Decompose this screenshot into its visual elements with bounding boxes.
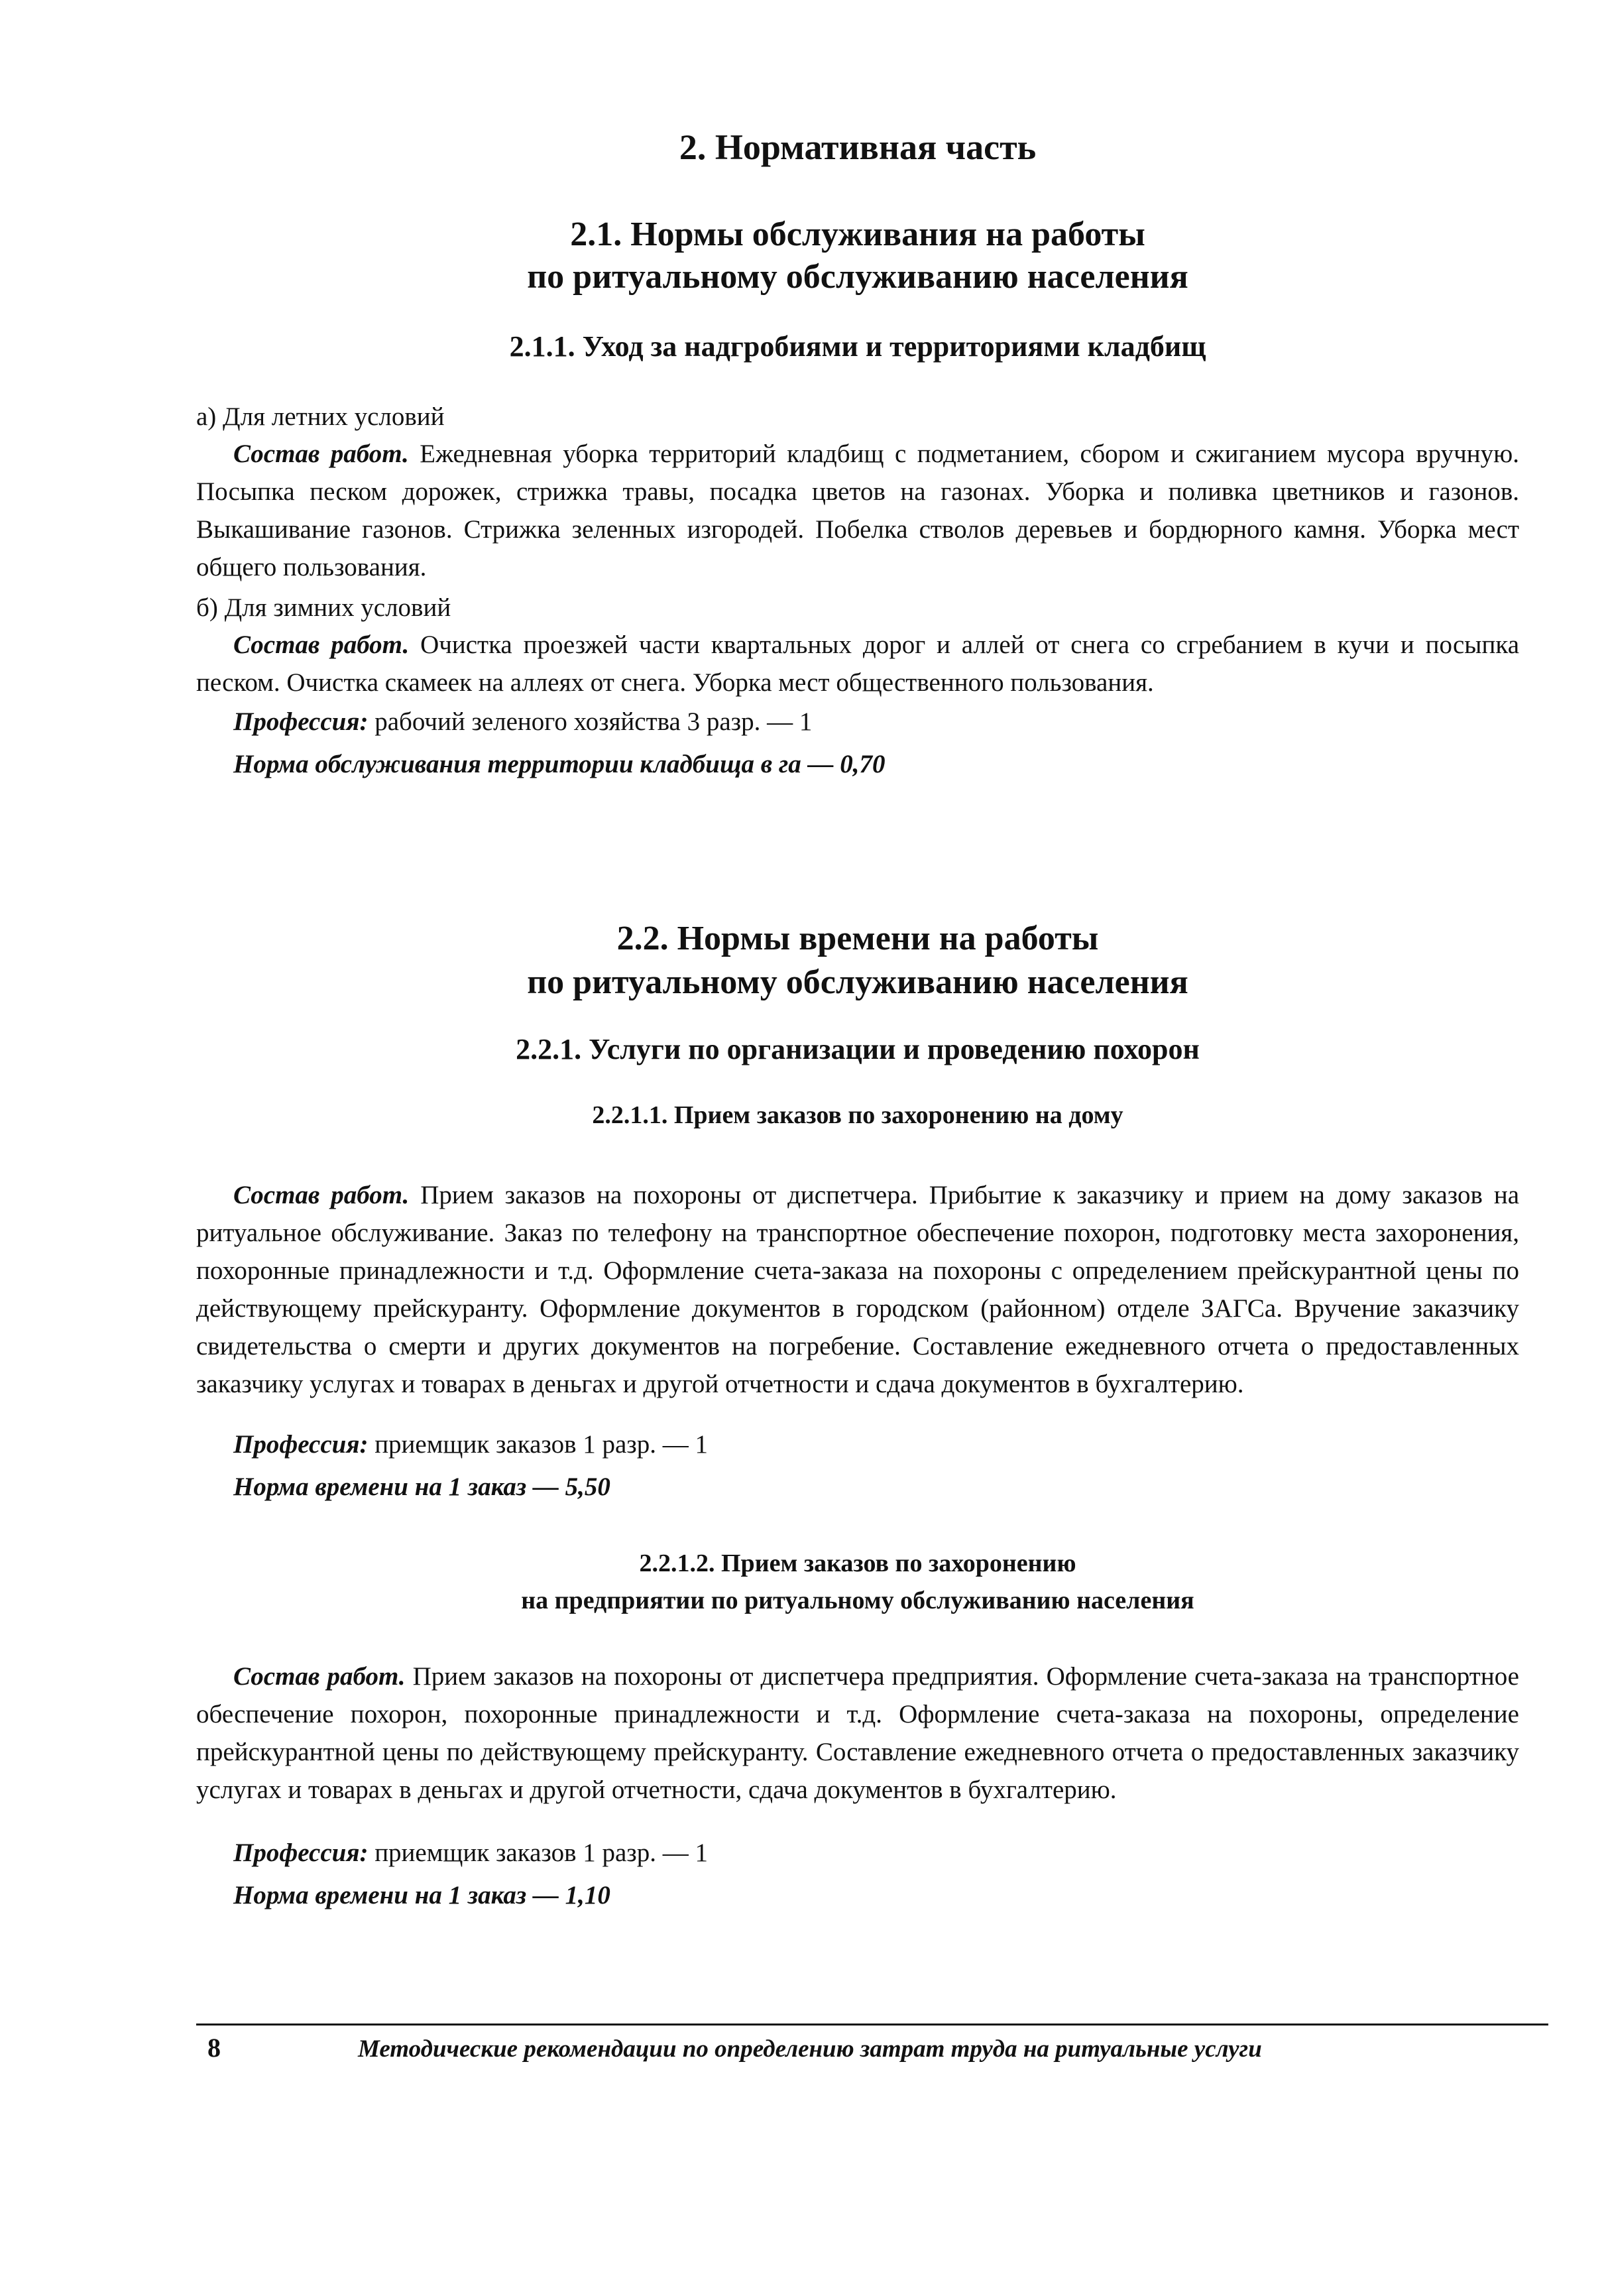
profession-2-2-1-2 xyxy=(196,1834,1519,1872)
running-title: Методические рекомендации по определению затрат труда на ритуальные услуги xyxy=(358,2035,1262,2063)
winter-lead: Состав работ. xyxy=(233,631,410,659)
summer-paragraph xyxy=(196,435,1519,586)
summer-lead: Состав работ. xyxy=(233,440,409,468)
service-norm-2-1-1: Норма обслуживания территории кладбища в га — 0,70 xyxy=(233,750,886,778)
winter-text: Очистка проезжей части квартальных дорог и аллей от снега со сгребанием в кучи и посыпка песком. Очистка скамеек на аллеях от снега. Уборка мест общественного пользования. xyxy=(196,631,1520,697)
item-2-2-1-2-lead: Состав работ. xyxy=(233,1662,406,1691)
profession-lead: Профессия: xyxy=(233,707,369,736)
subsection-2-2-1-title: 2.2.1. Услуги по организации и проведению похорон xyxy=(516,1033,1200,1065)
winter-label: б) Для зимних условий xyxy=(196,593,451,622)
section-2-2-title-line1: 2.2. Нормы времени на работы xyxy=(616,920,1099,957)
item-2-2-1-2-text: Прием заказов на похороны от диспетчера предприятия. Оформление счета-заказа на транспортное обеспечение похорон, похоронные принадлежности и т.д. Оформление счета-заказа на похороны, определение прейскурантной цены по действующему прейскуранту. Составление ежедневного отчета о предоставленных заказчику услугах и товарах в деньгах и другой отчетности, сдача документов в бухгалтерию. xyxy=(196,1662,1519,1804)
time-norm-2-2-1-2: Норма времени на 1 заказ — 1,10 xyxy=(233,1881,610,1909)
summer-label: а) Для летних условий xyxy=(196,402,445,431)
profession-text: приемщик заказов 1 разр. — 1 xyxy=(368,1430,708,1459)
profession-lead: Профессия: xyxy=(233,1430,369,1459)
subsection-2-1-1-title: 2.1.1. Уход за надгробиями и территориями кладбищ xyxy=(509,330,1206,363)
summer-text: Ежедневная уборка территорий кладбищ с подметанием, сбором и сжиганием мусора вручную. Посыпка песком дорожек, стрижка травы, посадка цветов на газонах. Уборка и поливка цветников и газонов. Выкашивание газонов. Стрижка зеленных изгородей. Побелка стволов деревьев и бордюрного камня. Уборка мест общего пользования. xyxy=(196,440,1519,581)
main-heading: 2. Нормативная часть xyxy=(679,127,1037,167)
section-2-2-title-line2: по ритуальному обслуживанию населения xyxy=(527,963,1188,1001)
profession-text: рабочий зеленого хозяйства 3 разр. — 1 xyxy=(368,707,813,736)
item-2-2-1-2-paragraph xyxy=(196,1658,1519,1809)
item-2-2-1-1-paragraph xyxy=(196,1176,1519,1403)
item-2-2-1-1-title: 2.2.1.1. Прием заказов по захоронению на дому xyxy=(592,1101,1123,1129)
page-number: 8 xyxy=(207,2033,221,2063)
profession-lead: Профессия: xyxy=(233,1839,369,1867)
item-2-2-1-1-lead: Состав работ. xyxy=(233,1181,410,1209)
item-2-2-1-1-text: Прием заказов на похороны от диспетчера. Прибытие к заказчику и прием на дому заказов на ритуальное обслуживание. Заказ по телефону на транспортное обеспечение похорон, подготовку места захоронения, похоронные принадлежности и т.д. Оформление счета-заказа на похороны с определением прейскурантной цены по действующему прейскуранту. Оформление документов в городском (районном) отделе ЗАГСа. Вручение заказчику свидетельства о смерти и других документов на погребение. Составление ежедневного отчета о предоставленных заказчику услугах и товарах в деньгах и другой отчетности и сдача документов в бухгалтерию. xyxy=(196,1181,1520,1398)
time-norm-2-2-1-1: Норма времени на 1 заказ — 5,50 xyxy=(233,1473,610,1501)
footer-rule xyxy=(196,2024,1548,2025)
item-2-2-1-2-title-line1: 2.2.1.2. Прием заказов по захоронению xyxy=(639,1549,1076,1577)
profession-2-2-1-1 xyxy=(196,1425,1519,1463)
section-2-1-title-line2: по ритуальному обслуживанию населения xyxy=(527,258,1188,296)
item-2-2-1-2-title-line2: на предприятии по ритуальному обслуживанию населения xyxy=(521,1587,1194,1614)
profession-2-1-1 xyxy=(196,703,1519,741)
section-2-1-title-line1: 2.1. Нормы обслуживания на работы xyxy=(570,215,1145,253)
profession-text: приемщик заказов 1 разр. — 1 xyxy=(368,1839,708,1867)
winter-paragraph xyxy=(196,626,1519,701)
